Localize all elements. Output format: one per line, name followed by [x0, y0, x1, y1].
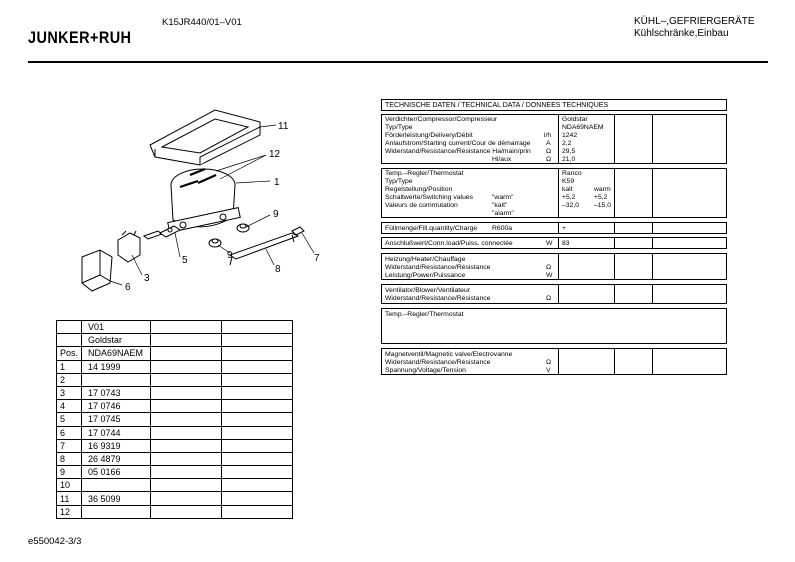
exploded-parts-diagram [70, 105, 330, 305]
table-row [57, 360, 293, 373]
value: 83 [562, 240, 570, 247]
part-number-cell: 05 0166 [82, 466, 151, 479]
empty-cell [222, 452, 293, 465]
manufacturer-cell: Goldstar [82, 334, 151, 347]
tech-title: TECHNISCHE DATEN / TECHNICAL DATA / DONNEES TECHNIQUES [381, 99, 727, 111]
part-number-cell: 36 5099 [82, 492, 151, 505]
pos-label: Pos. [57, 347, 82, 360]
switching-values-label: Schaltwerte/Switching values [385, 194, 474, 201]
category [634, 16, 755, 40]
parts-rows [57, 360, 293, 518]
tech-heater-block [381, 253, 727, 280]
compressor-label: Verdichter/Compressor/Compresseur [385, 116, 498, 123]
table-row [57, 426, 293, 439]
empty-cell [222, 334, 293, 347]
compressor-drawing [168, 169, 241, 232]
valve-label: Magnetventil/Magnetic valve/Electrovanne [385, 351, 513, 358]
tech-fan-block [381, 284, 727, 304]
grommets-drawing [209, 224, 249, 247]
table-row [57, 492, 293, 505]
empty-cell [222, 400, 293, 413]
starting-current-label: Anlaufstrom/Starting current/Cour de démarrage [385, 140, 531, 147]
pos-cell: 6 [57, 426, 82, 439]
empty-cell [222, 479, 293, 492]
empty-cell [151, 400, 222, 413]
callout-3: 3 [144, 273, 150, 284]
tech-thermostat-block [381, 168, 727, 218]
document-code: e550042-3/3 [28, 536, 82, 547]
table-row [57, 413, 293, 426]
part-number-cell [82, 373, 151, 386]
unit: V [546, 367, 551, 374]
table-row [57, 452, 293, 465]
tech-fill-block [381, 222, 727, 234]
thermostat-label: Temp.–Regler/Thermostat [385, 311, 464, 318]
tech-thermostat2-block [381, 308, 727, 344]
resistance-label: Widerstand/Resistance/Résistance [385, 359, 491, 366]
position-label: Regelstellung/Position [385, 186, 453, 193]
empty-cell [222, 439, 293, 452]
empty-cell [151, 452, 222, 465]
table-row [57, 386, 293, 399]
part-number-cell: 26 4879 [82, 452, 151, 465]
resistance-aux-label: Hi/aux [492, 156, 512, 163]
table-row [57, 439, 293, 452]
resistance-main-label: Widerstand/Resistance/Résistance Ha/main/prin [385, 148, 531, 155]
power-label: Leistung/Power/Puissance [385, 272, 466, 279]
empty-cell [222, 505, 293, 518]
warm-label: "warm" [492, 194, 514, 201]
callout-8: 8 [275, 264, 281, 275]
pos-cell: 9 [57, 466, 82, 479]
callout-6: 6 [125, 282, 131, 293]
value: Goldstar [562, 116, 588, 123]
unit: A [546, 140, 551, 147]
part-number-cell: 17 0745 [82, 413, 151, 426]
version-cell: V01 [82, 321, 151, 334]
empty-cell [151, 492, 222, 505]
empty-cell [222, 373, 293, 386]
heater-label: Heizung/Heater/Chauffage [385, 256, 466, 263]
thermostat-label: Temp.–Regler/Thermostat [385, 170, 464, 177]
parts-header-row [57, 347, 293, 360]
category-line-1: KÜHL–,GEFRIERGERÄTE [634, 16, 755, 27]
callout-12: 12 [269, 149, 281, 160]
pos-header-cell [57, 334, 82, 347]
value: 2,2 [562, 140, 572, 147]
empty-cell [151, 347, 222, 360]
empty-cell [151, 386, 222, 399]
empty-cell [222, 321, 293, 334]
empty-cell [222, 426, 293, 439]
model-number: K15JR440/01–V01 [162, 17, 242, 28]
unit: W [546, 240, 553, 247]
value: Ranco [562, 170, 582, 177]
callout-7: 7 [314, 253, 320, 264]
pos-cell: 5 [57, 413, 82, 426]
empty-cell [222, 413, 293, 426]
empty-cell [151, 373, 222, 386]
callout-11: 11 [278, 121, 289, 132]
pos-cell: 3 [57, 386, 82, 399]
pos-cell: 12 [57, 505, 82, 518]
empty-cell [222, 386, 293, 399]
table-row [57, 505, 293, 518]
pos-cell: 4 [57, 400, 82, 413]
parts-header-row [57, 334, 293, 347]
value: 1242 [562, 132, 578, 139]
part-number-cell: 17 0746 [82, 400, 151, 413]
empty-cell [151, 439, 222, 452]
resistance-label: Widerstand/Resistance/Résistance [385, 295, 491, 302]
value: 29,5 [562, 148, 576, 155]
kalt-label: "kalt" [492, 202, 508, 209]
pos-cell: 1 [57, 360, 82, 373]
pos-header-cell [57, 321, 82, 334]
pos-cell: 8 [57, 452, 82, 465]
tech-valve-block [381, 348, 727, 375]
tech-connection-block [381, 237, 727, 249]
parts-list-table [56, 320, 293, 519]
fill-label: Füllmenge/Fill.quantity/Charge [385, 225, 478, 232]
unit: Ω [546, 156, 552, 163]
resistance-label: Widerstand/Resistance/Résistance [385, 264, 491, 271]
bracket-drawing [230, 233, 298, 265]
value: K59 [562, 178, 575, 185]
empty-cell [151, 321, 222, 334]
empty-cell [151, 505, 222, 518]
delivery-label: Förderleistung/Delivery/Débit [385, 132, 473, 139]
empty-cell [151, 479, 222, 492]
empty-cell [151, 466, 222, 479]
value: –15,0 [594, 202, 612, 209]
compressor-type-cell: NDA69NAEM [82, 347, 151, 360]
table-row [57, 373, 293, 386]
table-row [57, 466, 293, 479]
part-number-cell: 14 1999 [82, 360, 151, 373]
connection-label: Anschlußwert/Conn.load/Puiss. connectée [385, 240, 513, 247]
unit: Ω [546, 148, 552, 155]
value: warm [594, 186, 611, 193]
callout-1: 1 [274, 177, 280, 188]
value: NDA69NAEM [562, 124, 604, 131]
callout-5: 5 [182, 255, 188, 266]
pos-cell: 10 [57, 479, 82, 492]
empty-cell [222, 347, 293, 360]
empty-cell [151, 334, 222, 347]
protector-drawing [82, 250, 112, 291]
empty-cell [222, 360, 293, 373]
table-row [57, 400, 293, 413]
part-number-cell: 17 0744 [82, 426, 151, 439]
unit: Ω [546, 295, 552, 302]
alarm-label: "alarm" [492, 210, 514, 217]
relay-drawing [118, 231, 140, 262]
voltage-label: Spannung/Voltage/Tension [385, 367, 466, 374]
type-label: Typ/Type [385, 124, 413, 131]
type-label: Typ/Type [385, 178, 413, 185]
category-line-2: Kühlschränke,Einbau [634, 28, 729, 39]
unit: Ω [546, 264, 552, 271]
empty-cell [151, 426, 222, 439]
empty-cell [222, 492, 293, 505]
tech-compressor-block [381, 114, 727, 164]
empty-cell [222, 466, 293, 479]
pos-cell: 11 [57, 492, 82, 505]
value: +5,2 [594, 194, 608, 201]
header-rule [28, 61, 768, 63]
part-number-cell [82, 505, 151, 518]
value: +5,2 [562, 194, 576, 201]
parts-header-row [57, 321, 293, 334]
unit: l/h [544, 132, 552, 139]
value: 21,0 [562, 156, 576, 163]
part-number-cell: 17 0743 [82, 386, 151, 399]
callout-9-lower: 9 [227, 250, 233, 261]
pos-cell: 7 [57, 439, 82, 452]
unit: W [546, 272, 553, 279]
pos-cell: 2 [57, 373, 82, 386]
value: kalt [562, 186, 573, 193]
commutation-label: Valeurs de commutation [385, 202, 458, 209]
value: + [562, 225, 566, 232]
compressor-cover-drawing [150, 110, 260, 165]
unit: Ω [546, 359, 552, 366]
brand-logo: JUNKER+RUH [28, 28, 132, 47]
callout-9-upper: 9 [273, 209, 279, 220]
refrigerant: R600a [492, 225, 513, 232]
clips-drawing [144, 226, 180, 239]
empty-cell [151, 360, 222, 373]
value: –32,0 [562, 202, 580, 209]
part-number-cell [82, 479, 151, 492]
fan-label: Ventilator/Blower/Ventilateur [385, 287, 471, 294]
empty-cell [151, 413, 222, 426]
part-number-cell: 16 9319 [82, 439, 151, 452]
table-row [57, 479, 293, 492]
